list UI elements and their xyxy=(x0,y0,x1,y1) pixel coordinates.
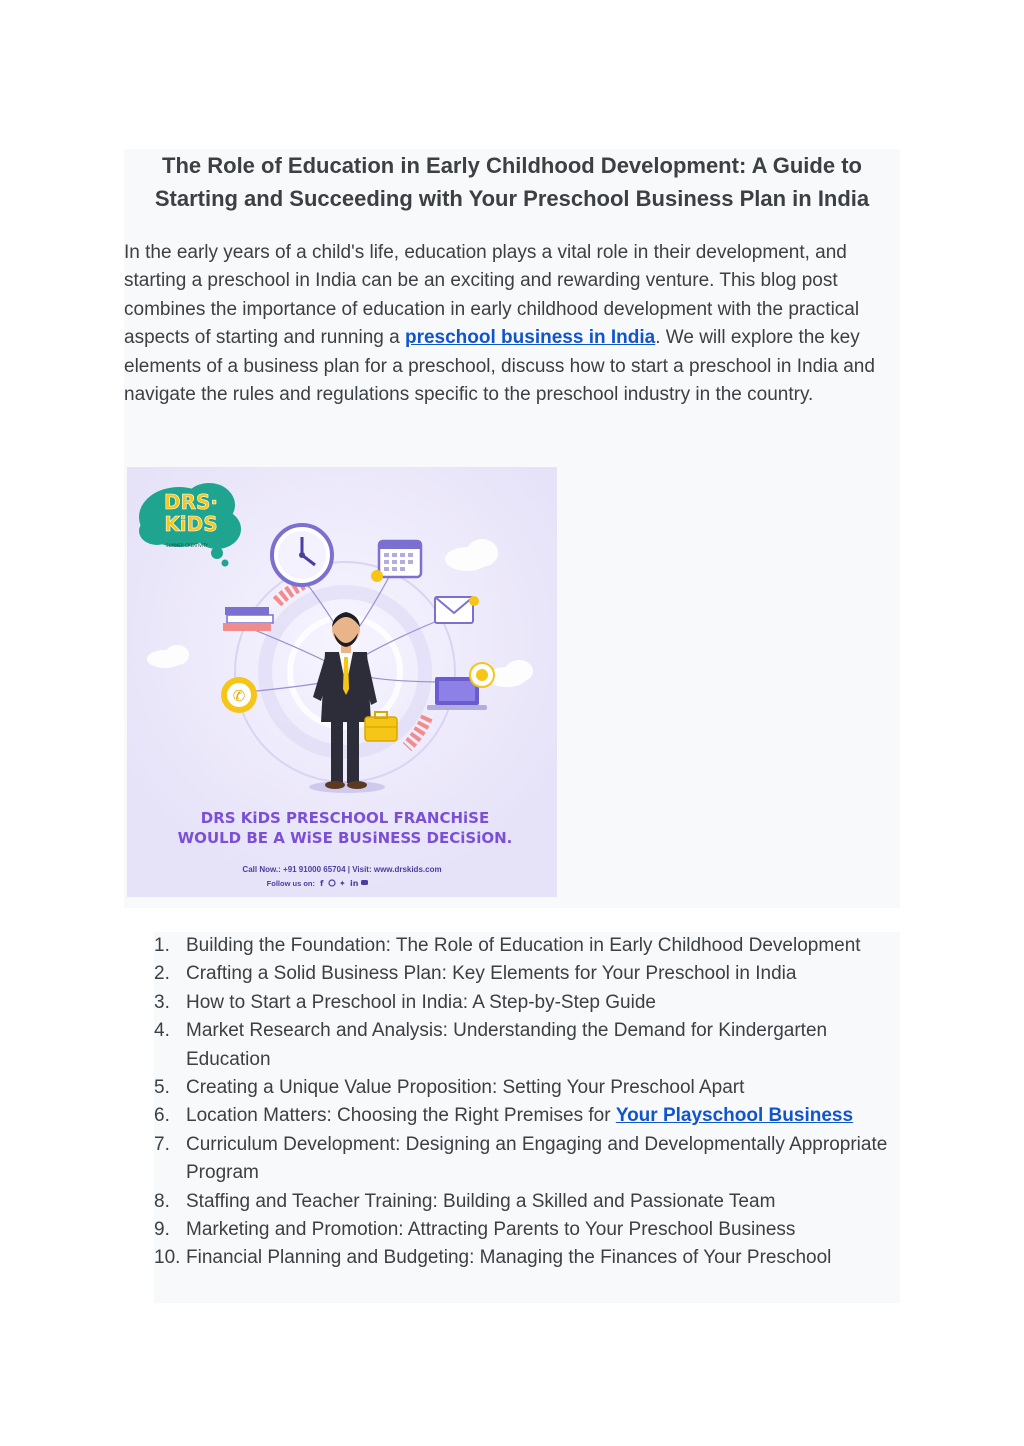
preschool-business-link[interactable]: preschool business in India xyxy=(404,327,656,349)
toc-item xyxy=(154,1102,900,1130)
title-line-1: The Role of Education in Early Childhood Development: A Guide to xyxy=(162,153,862,178)
toc-item xyxy=(154,932,900,960)
linkedin-icon: in xyxy=(350,879,359,888)
svg-text:✆: ✆ xyxy=(232,687,246,705)
toc-text: Market Research and Analysis: Understanding the Demand for Kindergarten Education xyxy=(186,1020,828,1070)
article-title xyxy=(124,149,900,215)
promo-headline-2: WOULD BE A WiSE BUSiNESS DECiSiON. xyxy=(177,829,513,847)
logo-tagline: SUMMER CREATIVITY xyxy=(166,543,208,548)
toc-text: Curriculum Development: Designing an Engaging and Developmentally Appropriate Program xyxy=(186,1133,888,1184)
toc-number: 7. xyxy=(154,1133,170,1155)
calendar-icon xyxy=(371,541,421,582)
franchise-promo-image xyxy=(127,467,557,897)
logo-text-2: KiDS xyxy=(164,512,218,536)
toc-text: How to Start a Preschool in India: A Step-by-Step Guide xyxy=(186,991,656,1013)
toc-number: 5. xyxy=(154,1077,170,1099)
promo-follow: Follow us on: xyxy=(266,879,315,888)
books-icon xyxy=(223,607,273,631)
promo-headline-1: DRS KiDS PRESCHOOL FRANCHiSE xyxy=(200,809,490,827)
logo-text-1: DRS· xyxy=(163,490,219,514)
twitter-icon: ✦ xyxy=(339,879,346,888)
toc-text: Marketing and Promotion: Attracting Parents to Your Preschool Business xyxy=(186,1219,796,1241)
toc-item xyxy=(154,989,900,1017)
clock-icon xyxy=(272,525,332,585)
toc-text: Location Matters: Choosing the Right Premises for xyxy=(186,1105,616,1127)
toc-number: 4. xyxy=(154,1020,170,1042)
playschool-business-link[interactable]: Your Playschool Business xyxy=(615,1105,854,1127)
intro-text-1: In the early years of a child's life, education plays a vital role in their development, and starting a preschool in India can be an exciting and rewarding venture. This blog post combines the importance of education in early childhood development with the practical aspects of starting and running a xyxy=(124,242,860,349)
toc-section xyxy=(154,932,900,1303)
toc-item xyxy=(154,1188,900,1216)
phone-icon xyxy=(221,677,257,713)
toc-item xyxy=(154,960,900,988)
intro-text-2: . We will explore the key elements of a business plan for a preschool, discuss how to start a preschool in India and navigate the rules and regulations specific to the preschool industry in the country. xyxy=(124,327,875,406)
toc-number: 3. xyxy=(154,991,170,1013)
promo-contact: Call Now.: +91 91000 65704 | Visit: www.drskids.com xyxy=(242,865,442,874)
title-line-2: Starting and Succeeding with Your Preschool Business Plan in India xyxy=(154,186,870,211)
toc-text: Crafting a Solid Business Plan: Key Elements for Your Preschool in India xyxy=(186,963,797,985)
toc-list xyxy=(154,932,900,1273)
toc-number: 2. xyxy=(154,963,170,985)
toc-text: Financial Planning and Budgeting: Managing the Finances of Your Preschool xyxy=(186,1247,832,1269)
toc-item xyxy=(154,1216,900,1244)
toc-number: 8. xyxy=(154,1190,170,1212)
facebook-icon: f xyxy=(320,879,324,888)
article-section xyxy=(124,149,900,908)
toc-number: 1. xyxy=(154,935,170,956)
toc-number: 9. xyxy=(154,1219,170,1241)
toc-item xyxy=(154,1074,900,1102)
toc-text: Staffing and Teacher Training: Building a Skilled and Passionate Team xyxy=(186,1190,776,1212)
intro-paragraph xyxy=(124,239,900,409)
toc-number: 6. xyxy=(154,1105,170,1127)
toc-text: Building the Foundation: The Role of Education in Early Childhood Development xyxy=(186,935,861,956)
toc-item xyxy=(154,1131,900,1188)
toc-item xyxy=(154,1244,900,1272)
toc-number: 10. xyxy=(154,1247,181,1269)
youtube-icon xyxy=(361,880,368,885)
toc-text: Creating a Unique Value Proposition: Setting Your Preschool Apart xyxy=(186,1077,745,1099)
mail-icon xyxy=(435,596,479,623)
toc-item xyxy=(154,1017,900,1074)
